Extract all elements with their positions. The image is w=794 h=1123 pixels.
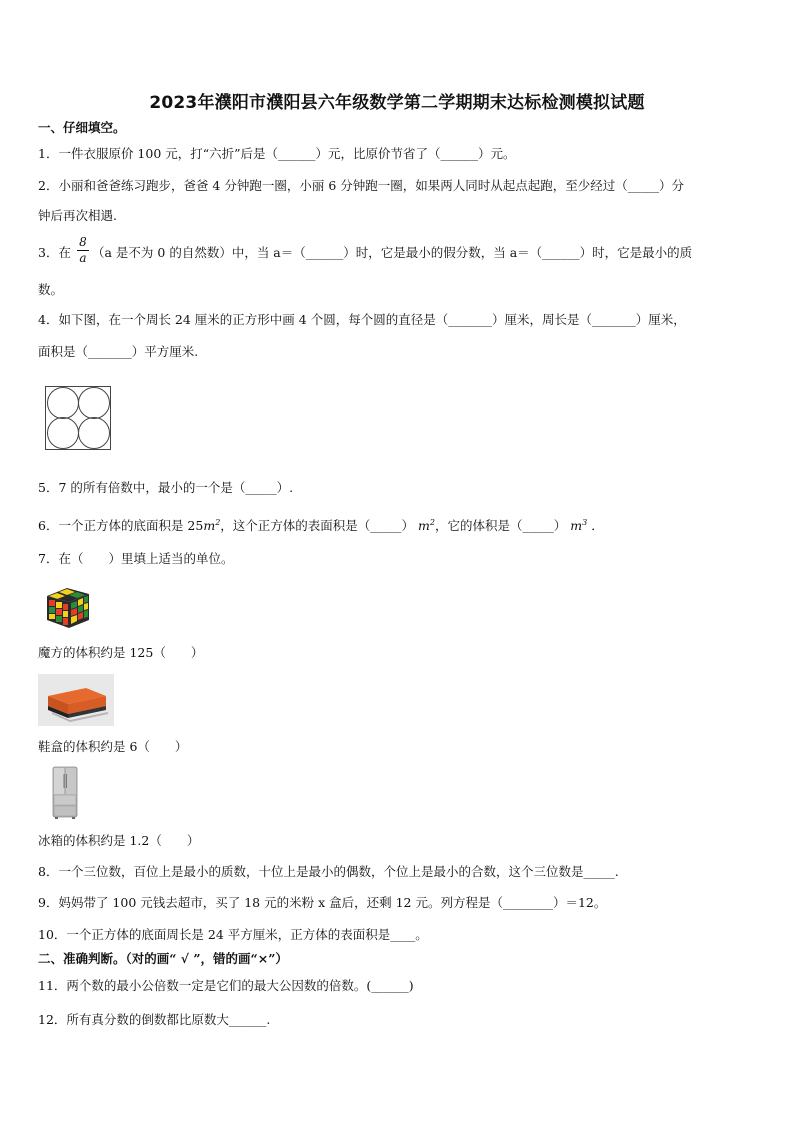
question-7-shoebox: 鞋盒的体积约是 6（ ）	[38, 739, 188, 754]
fraction-numerator: 8	[79, 235, 87, 249]
question-6-part-a: 6．一个正方体的底面积是 25	[38, 518, 204, 534]
unit-cubic-meter: $m^3$	[570, 518, 588, 534]
question-6-part-c: ，它的体积是（_____）	[435, 518, 567, 534]
circle-bottom-right	[78, 417, 110, 449]
rubiks-cube-image	[43, 584, 91, 630]
question-3-line-2: 数。	[38, 282, 64, 297]
question-9: 9．妈妈带了 100 元钱去超市，买了 18 元的米粉 x 盒后，还剩 12 元。列方程是（________）＝12。	[38, 895, 607, 910]
section-heading-true-false: 二、准确判断。（对的画“ √ ”，错的画“×”）	[38, 951, 288, 966]
question-7: 7．在（ ）里填上适当的单位。	[38, 551, 234, 566]
question-7-rubiks-cube: 魔方的体积约是 125（ ）	[38, 645, 204, 660]
question-10: 10．一个正方体的底面周长是 24 平方厘米，正方体的表面积是____。	[38, 927, 428, 942]
circle-top-right	[78, 387, 110, 419]
circle-bottom-left	[47, 417, 79, 449]
unit-square-meter: $m^2$	[203, 518, 221, 534]
question-8: 8．一个三位数，百位上是最小的质数，十位上是最小的偶数，个位上是最小的合数，这个三位数是_____.	[38, 864, 619, 879]
question-3-line-1: （a 是不为 0 的自然数）中，当 a＝（______）时，它是最小的假分数，当 a＝（______）时，它是最小的质	[92, 245, 693, 260]
question-11: 11．两个数的最小公倍数一定是它们的最大公因数的倍数。(______)	[38, 978, 414, 993]
question-4-line-1: 4．如下图，在一个周长 24 厘米的正方形中画 4 个圆，每个圆的直径是（_______）厘米，周长是（_______）厘米，	[38, 312, 686, 327]
shoebox-image	[38, 674, 114, 726]
unit-square-meter-2: $m^2$	[418, 518, 435, 534]
question-1: 1．一件衣服原价 100 元，打“六折”后是（______）元，比原价节省了（______）元。	[38, 146, 516, 161]
question-2-line-2: 钟后再次相遇.	[38, 208, 117, 223]
question-2-line-1: 2．小丽和爸爸练习跑步，爸爸 4 分钟跑一圈，小丽 6 分钟跑一圈，如果两人同时从起点起跑，至少经过（_____）分	[38, 178, 685, 193]
circle-top-left	[47, 387, 79, 419]
question-4-line-2: 面积是（_______）平方厘米.	[38, 344, 199, 359]
fraction-8-over-a	[77, 236, 89, 265]
fraction-denominator: a	[79, 251, 87, 265]
refrigerator-image	[47, 766, 83, 820]
square-with-four-circles-figure	[45, 386, 111, 450]
page-title: 2023年濮阳市濮阳县六年级数学第二学期期末达标检测模拟试题	[149, 93, 645, 113]
question-7-refrigerator: 冰箱的体积约是 1.2（ ）	[38, 833, 200, 848]
question-5: 5．7 的所有倍数中，最小的一个是（_____）.	[38, 480, 294, 495]
section-heading-fill-blanks: 一、仔细填空。	[38, 120, 126, 135]
question-6-part-b: ，这个正方体的表面积是（_____）	[220, 518, 415, 534]
question-6	[38, 514, 756, 535]
question-6-end: ．	[591, 518, 604, 534]
question-3-prefix: 3．在	[38, 245, 71, 260]
question-12: 12．所有真分数的倒数都比原数大______.	[38, 1012, 271, 1027]
